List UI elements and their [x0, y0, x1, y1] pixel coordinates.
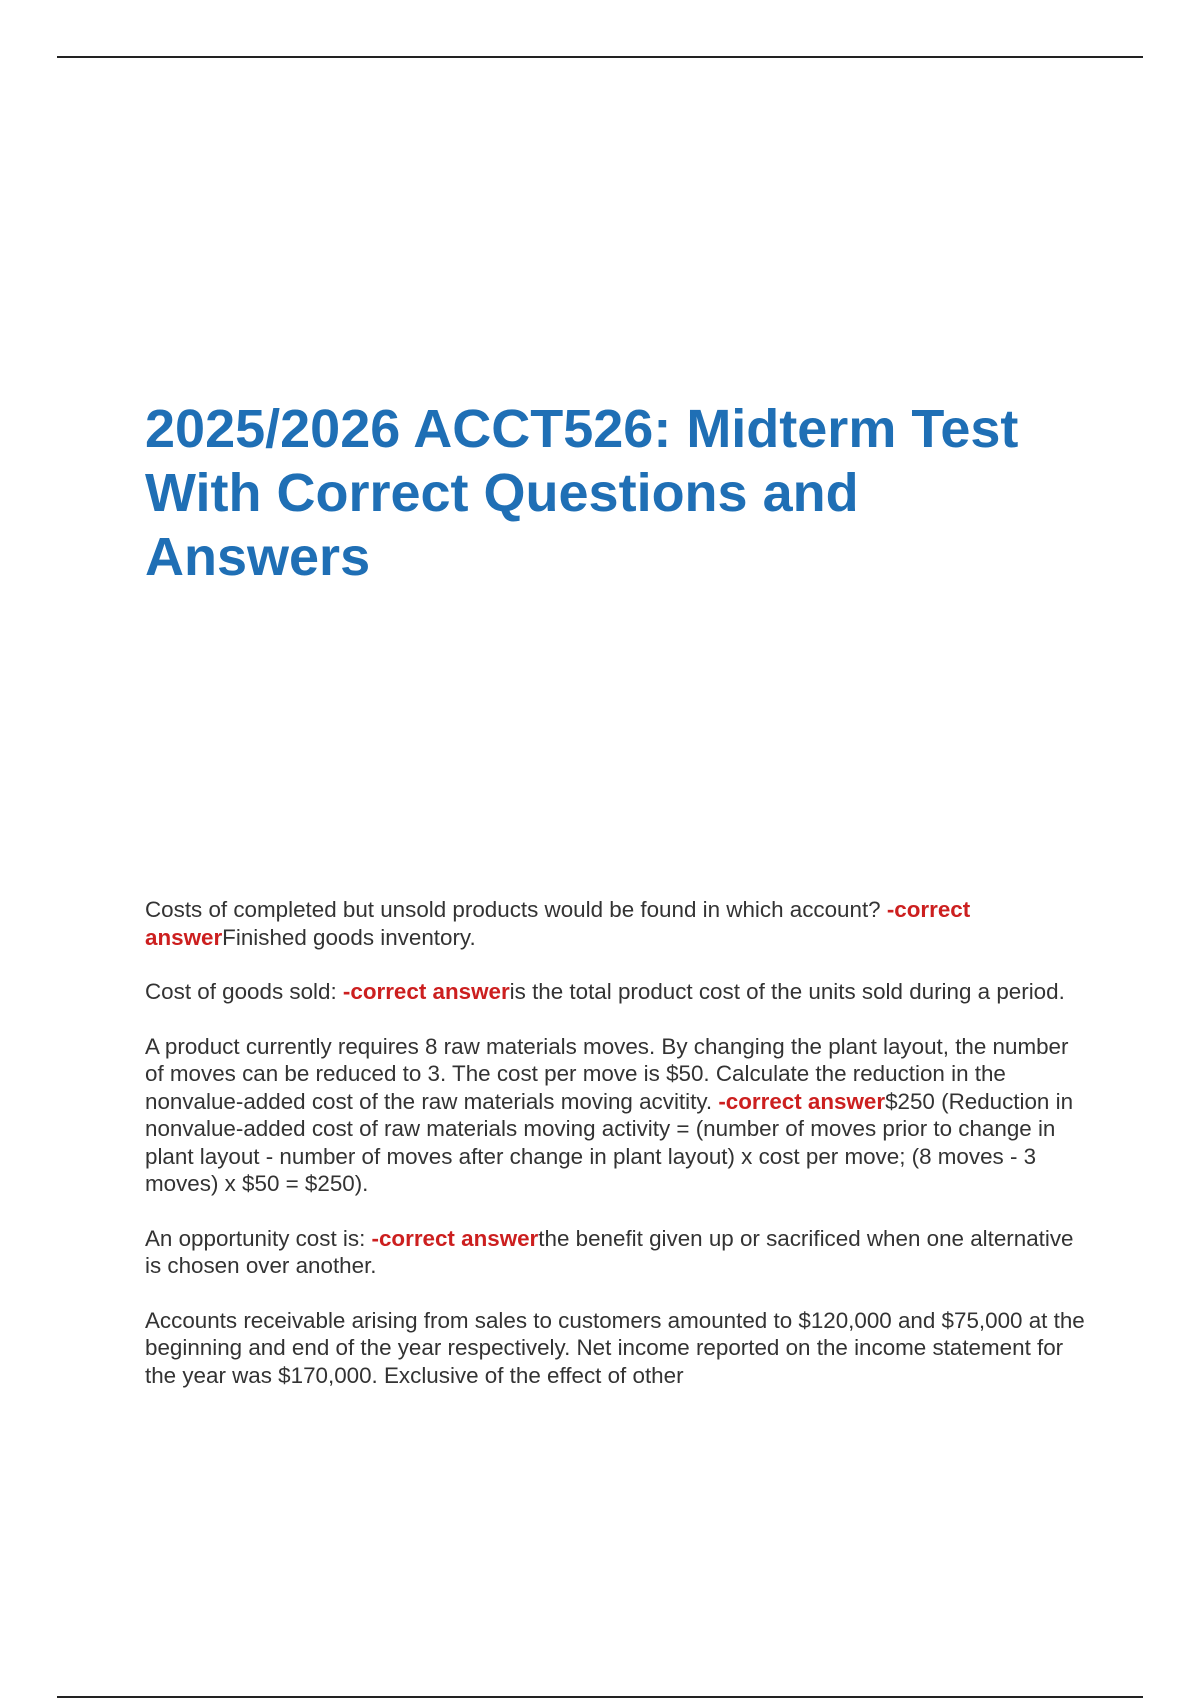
- answer-text: Finished goods inventory.: [222, 924, 476, 950]
- question-text: Cost of goods sold:: [145, 979, 343, 1004]
- answer-text: is the total product cost of the units sold during a period.: [509, 979, 1065, 1004]
- question-text: Accounts receivable arising from sales to customers amounted to $120,000 and $75,000 at the beginning and end of the year respectively. Net income reported on the income statement for the year was $170,000. Exclusive of the effect of other: [145, 1307, 1085, 1388]
- correct-answer-marker: -correct answer: [371, 1225, 539, 1251]
- answer-text: $250 (Reduction in nonvalue-added cost of raw materials moving activity = (number of moves prior to change in plant layout - number of moves after change in plant layout) x cost per move; (8 moves - 3 moves) x $50 = $250).: [145, 1088, 1074, 1196]
- question-text: An opportunity cost is:: [145, 1225, 372, 1251]
- top-divider: [57, 56, 1143, 58]
- correct-answer-marker: -correct answer: [718, 1088, 886, 1114]
- question-text: A product currently requires 8 raw materials moves. By changing the plant layout, the number of moves can be reduced to 3. The cost per move is $50. Calculate the reduction in the nonvalue-added cost of the raw materials moving acvitity.: [145, 1033, 1069, 1114]
- correct-answer-marker: -correct answer: [342, 979, 510, 1004]
- qa-item: [145, 1225, 1085, 1280]
- qa-item: [145, 896, 1085, 951]
- document-title: 2025/2026 ACCT526: Midterm Test With Correct Questions and Answers: [145, 399, 1019, 587]
- qa-list: [145, 896, 1085, 1416]
- answer-text: the benefit given up or sacrificed when one alternative is chosen over another.: [145, 1225, 1074, 1278]
- correct-answer-marker: -correct answer: [145, 897, 971, 950]
- qa-item: [145, 978, 1085, 1006]
- bottom-divider: [57, 1696, 1143, 1698]
- qa-item: [145, 1033, 1085, 1198]
- qa-item-truncated: [145, 1307, 1085, 1390]
- question-text: Costs of completed but unsold products would be found in which account?: [145, 897, 887, 922]
